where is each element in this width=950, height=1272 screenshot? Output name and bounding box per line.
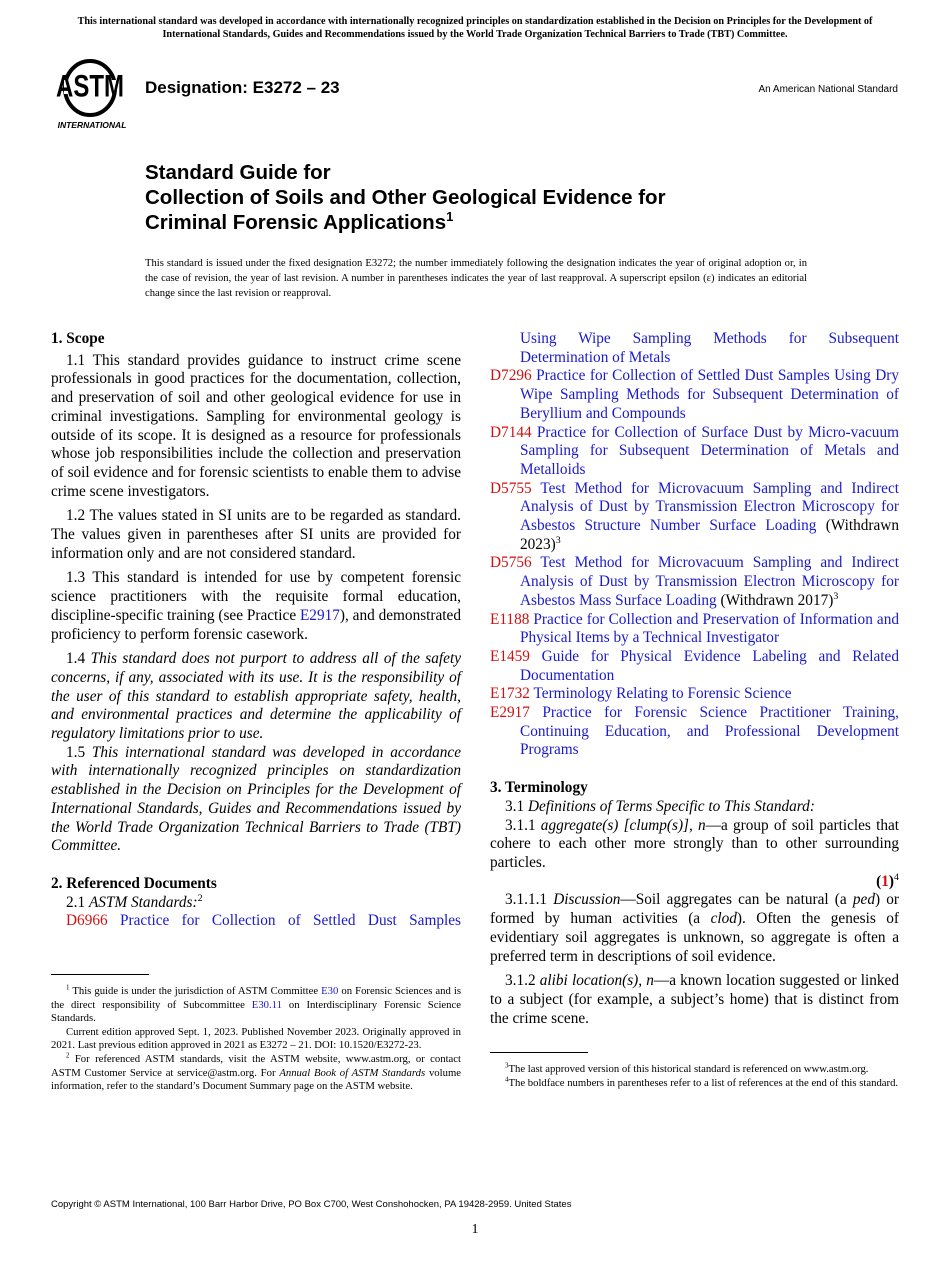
ref-code-d6966[interactable]: D6966 <box>66 912 108 930</box>
reference-title[interactable]: Terminology Relating to Forensic Science <box>533 685 792 703</box>
reference-item <box>490 704 899 760</box>
footnote-3: $^3$The last approved version of this historical standard is referenced on www.astm.org. <box>505 1061 869 1076</box>
footnotes-left <box>51 985 461 1094</box>
reference-title[interactable]: Practice for Collection and Preservation of Information and Physical Items by a Technical Investigator <box>520 610 899 647</box>
reference-item <box>490 685 899 704</box>
section-heading-referenced-documents: 2. Referenced Documents <box>51 874 217 892</box>
footnote-rule-right <box>490 1052 588 1053</box>
reference-item <box>490 424 899 480</box>
intro-paragraph: This standard is issued under the fixed designation E3272; the number immediately following the designation indicates the year of original adoption or, in the case of revision, the year of last revision. A number in parentheses indicates the year of last reapproval. A superscript epsilon (ε) indicates an editorial change since the last revision or reapproval. <box>145 258 807 299</box>
reference-code[interactable]: D5756 <box>490 554 532 572</box>
page-number: 1 <box>471 1222 479 1237</box>
section-heading-scope: 1. Scope <box>51 330 105 347</box>
paragraph-3-1: 3.1 Definitions of Terms Specific to This Standard: <box>505 797 815 815</box>
reference-code[interactable]: D7144 <box>490 423 532 441</box>
top-note: This international standard was developed in accordance with internationally recognized principles on standardization established in the Decision on Principles for the Development of International Standards, Guides and Recommendations issued by the World Trade Organization Technical Barriers to Trade (TBT) Committee. <box>77 16 873 40</box>
reference-item <box>490 611 899 648</box>
reference-code[interactable]: E1459 <box>490 647 530 665</box>
title-footnote-marker: 1 <box>446 209 454 225</box>
reference-code[interactable]: E2917 <box>490 704 530 722</box>
left-column <box>51 330 461 1094</box>
reference-note: (Withdrawn 2017) <box>716 591 834 609</box>
paragraph-3-1-2: 3.1.2 alibi location(s), n—a known location suggested or linked to a subject (for example, a subject’s home) that is distinct from the crime scene. <box>490 972 899 1027</box>
link-e30[interactable]: E30 <box>321 985 339 998</box>
copyright-line: Copyright © ASTM International, 100 Barr Harbor Drive, PO Box C700, West Conshohocken, PA 19428-2959. United States <box>51 1199 572 1210</box>
national-standard-label: An American National Standard <box>758 84 898 95</box>
title-line-1: Standard Guide for <box>145 161 331 184</box>
reference-item <box>490 480 899 555</box>
logo-text: ASTM <box>56 68 124 104</box>
paragraph-1-3: 1.3 This standard is intended for use by competent forensic science practitioners with the requisite formal education, discipline-specific training (see Practice E2917), and demonstrated proficiency to perform forensic casework. <box>51 569 461 643</box>
footnote-2: $^2$ For referenced ASTM standards, visit the ASTM website, www.astm.org, or contact ASTM Customer Service at service@astm.org. For Annual Book of ASTM Standards volume information, refer to the standard’s Document Summary page on the ASTM website. <box>51 1051 461 1093</box>
reference-code[interactable]: E1732 <box>490 685 530 703</box>
link-e2917[interactable]: E2917 <box>299 606 340 624</box>
reference-footnote-marker: 3 <box>833 590 839 602</box>
paragraph-3-1-1-1: 3.1.1.1 Discussion—Soil aggregates can be natural (a ped) or formed by human activities (a clod). Often the genesis of evidentiary soil aggregates is unknown, so aggregate is often a preferred term in descriptions of soil evidence. <box>490 891 899 965</box>
footnote-1-edition: Current edition approved Sept. 1, 2023. Published November 2023. Originally approved in 2021. Last previous edition approved in 2021 as E3272 – 21. DOI: 10.1520/E3272-23. <box>51 1025 461 1052</box>
title-line-2: Collection of Soils and Other Geological Evidence for <box>145 186 666 209</box>
reference-item <box>490 554 899 610</box>
reference-note: (Withdrawn 2023) <box>520 517 899 553</box>
reference-link-1[interactable]: 1 <box>881 872 889 890</box>
reference-marker-1: $(1)^4$ <box>876 871 899 890</box>
footnote-rule-left <box>51 974 149 975</box>
reference-title[interactable]: Test Method for Microvacuum Sampling and Indirect Analysis of Dust by Transmission Electron Microscopy for Asbestos Mass Surface Loading <box>520 554 899 609</box>
reference-title[interactable]: Guide for Physical Evidence Labeling and Related Documentation <box>520 647 899 684</box>
reference-code[interactable]: D7296 <box>490 367 532 385</box>
right-column <box>490 330 899 1091</box>
paragraph-2-1: 2.1 ASTM Standards:$^2$ <box>66 892 203 911</box>
paragraph-1-4: 1.4 This standard does not purport to address all of the safety concerns, if any, associated with its use. It is the responsibility of the user of this standard to establish appropriate safety, health, and environmental practices and determine the applicability of regulatory limitations prior to use. <box>51 650 461 743</box>
section-heading-terminology: 3. Terminology <box>490 779 588 797</box>
designation: Designation: E3272 – 23 <box>145 78 340 97</box>
paragraph-1-1: 1.1 This standard provides guidance to instruct crime scene professionals in good practices for the documentation, collection, and preservation of soil and other geological evidence for use in criminal investigations. Sampling for environmental geology is outside of its scope. It is designed as a resource for professionals whose job responsibilities include the collection and preservation of soil evidence and for forensic scientists to enable them to advise crime scene investigators. <box>51 351 461 500</box>
reference-code[interactable]: E1188 <box>490 610 530 628</box>
reference-footnote-marker: 3 <box>555 534 561 546</box>
reference-item <box>490 367 899 423</box>
footnotes-right <box>490 1063 899 1090</box>
reference-title[interactable]: Practice for Forensic Science Practitioner Training, Continuing Education, and Professional Development Programs <box>520 704 899 759</box>
reference-code[interactable]: D5755 <box>490 479 532 497</box>
reference-title[interactable]: Practice for Collection of Settled Dust Samples Using Dry Wipe Sampling Methods for Subsequent Determination of Beryllium and Compounds <box>520 367 899 422</box>
ref-title-d6966[interactable]: Using Wipe Sampling Methods for Subsequent Determination of Metals <box>520 330 899 366</box>
ref-d6966-continued <box>490 330 899 367</box>
logo-subtext: INTERNATIONAL <box>57 120 127 130</box>
reference-list <box>490 367 899 760</box>
footnote-1: $^1$ This guide is under the jurisdiction of ASTM Committee E30 on Forensic Sciences and is the direct responsibility of Subcommittee E30.11 on Interdisciplinary Forensic Science Standards. <box>51 983 462 1025</box>
link-e30-11[interactable]: E30.11 <box>251 998 282 1011</box>
paragraph-1-5: 1.5 This international standard was developed in accordance with internationally recognized principles on standardization established in the Decision on Principles for the Development of International Standards, Guides and Recommendations issued by the World Trade Organization Technical Barriers to Trade (TBT) Committee. <box>51 743 461 855</box>
title-line-3: Criminal Forensic Applications$^1$ <box>145 209 454 234</box>
reference-title[interactable]: Test Method for Microvacuum Sampling and Indirect Analysis of Dust by Transmission Electron Microscopy for Asbestos Structure Number Surface Loading <box>520 479 899 535</box>
paragraph-3-1-1: 3.1.1 aggregate(s) [clump(s)], n—a group of soil particles that cohere to each other more strongly than to other surrounding particles. <box>490 816 900 871</box>
paragraph-1-2: 1.2 The values stated in SI units are to be regarded as standard. The values given in parentheses after SI units are provided for information only and are not considered standard. <box>51 507 461 562</box>
reference-item <box>490 648 899 685</box>
document-title <box>145 160 666 235</box>
astm-logo <box>52 56 134 132</box>
footnote-4: $^4$The boldface numbers in parentheses refer to a list of references at the end of this standard. <box>505 1075 899 1089</box>
ref-d6966-start: D6966 Practice for Collection of Settled Dust Samples <box>66 912 462 930</box>
reference-title[interactable]: Practice for Collection of Surface Dust by Micro-vacuum Sampling for Subsequent Determination of Metals and Metalloids <box>520 423 899 478</box>
